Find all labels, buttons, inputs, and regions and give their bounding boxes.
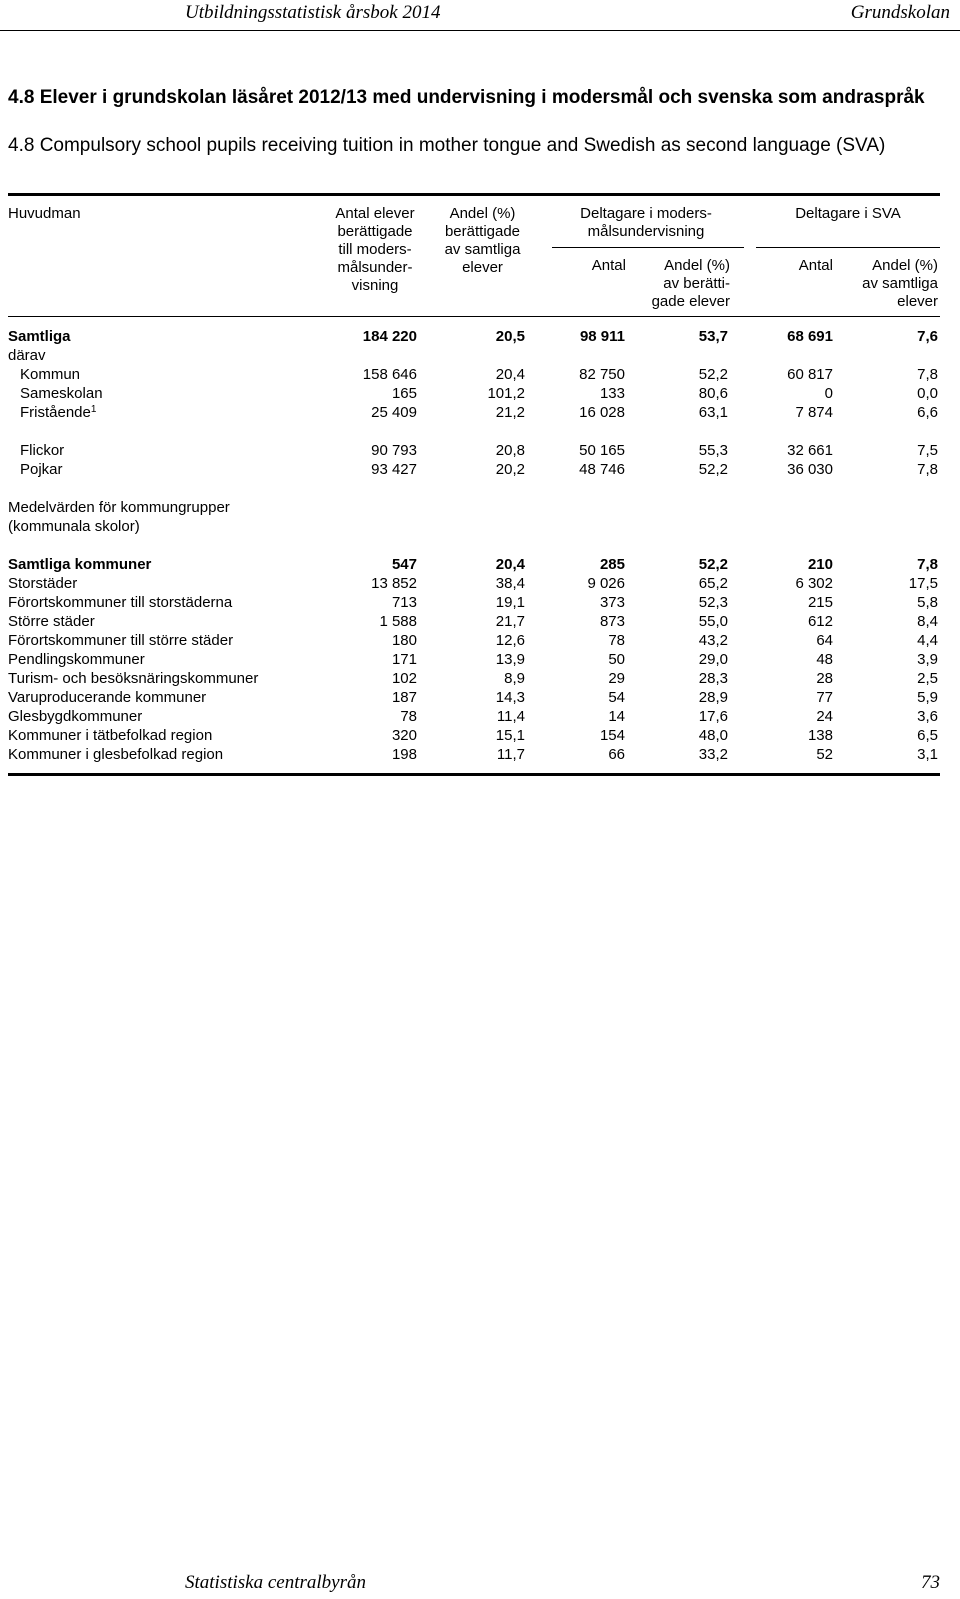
cell-andel-berattigade: 20,8 [495,442,525,459]
row-label: Större städer [8,613,95,630]
cell-andel-berattigade: 8,9 [504,670,525,687]
cell-moders-andel: 52,2 [698,461,728,478]
cell-sva-andel: 0,0 [917,385,938,402]
table-row [8,688,940,707]
cell-sva-andel: 2,5 [917,670,938,687]
cell-sva-antal: 7 874 [795,404,833,421]
cell-moders-andel: 52,3 [698,594,728,611]
header-sva-andel: Andel (%) av samtliga elever [862,257,938,310]
table-row [8,403,940,422]
table-row [8,612,940,631]
cell-moders-andel: 33,2 [698,746,728,763]
cell-andel-berattigade: 15,1 [495,727,525,744]
cell-antal-elever: 165 [391,385,417,402]
cell-moders-antal: 50 165 [579,442,625,459]
cell-moders-antal: 98 911 [579,328,625,345]
cell-andel-berattigade: 20,4 [495,556,525,573]
cell-sva-antal: 612 [807,613,833,630]
cell-sva-antal: 68 691 [787,328,833,345]
chapter-title: Grundskolan [850,2,950,23]
cell-moders-andel: 43,2 [698,632,728,649]
table-title-swedish: 4.8 Elever i grundskolan läsåret 2012/13 med undervisning i modersmål och svenska som andraspråk [8,87,925,108]
row-label: Kommuner i tätbefolkad region [8,727,213,744]
cell-moders-antal: 154 [599,727,625,744]
cell-antal-elever: 184 220 [362,328,417,345]
row-label: Turism- och besöksnäringskommuner [8,670,259,687]
cell-moders-andel: 80,6 [698,385,728,402]
cell-sva-antal: 77 [816,689,833,706]
header-moders-subrule [552,247,744,248]
table-row [8,707,940,726]
cell-antal-elever: 547 [391,556,417,573]
cell-sva-antal: 210 [807,556,833,573]
cell-antal-elever: 25 409 [371,404,417,421]
cell-moders-antal: 82 750 [579,366,625,383]
cell-moders-antal: 285 [599,556,625,573]
cell-moders-andel: 29,0 [698,651,728,668]
row-label: Kommun [20,366,81,383]
cell-antal-elever: 1 588 [379,613,417,630]
header-bottom-rule [8,316,940,317]
cell-sva-andel: 3,9 [917,651,938,668]
cell-moders-andel: 63,1 [698,404,728,421]
cell-antal-elever: 171 [391,651,417,668]
cell-moders-antal: 54 [608,689,625,706]
footnote-marker: 1 [90,404,97,415]
cell-andel-berattigade: 38,4 [495,575,525,592]
table-row [8,327,940,346]
cell-moders-andel: 17,6 [698,708,728,725]
cell-andel-berattigade: 101,2 [487,385,525,402]
table-row [8,745,940,764]
cell-sva-antal: 52 [816,746,833,763]
cell-antal-elever: 13 852 [371,575,417,592]
page-number: 73 [921,1572,940,1593]
cell-moders-antal: 133 [599,385,625,402]
table-top-rule [8,193,940,196]
cell-antal-elever: 198 [391,746,417,763]
row-label: Kommuner i glesbefolkad region [8,746,224,763]
cell-sva-andel: 5,8 [917,594,938,611]
cell-antal-elever: 158 646 [362,366,417,383]
cell-moders-antal: 14 [608,708,625,725]
cell-moders-antal: 373 [599,594,625,611]
cell-sva-antal: 215 [807,594,833,611]
table-row [8,650,940,669]
cell-moders-andel: 55,0 [698,613,728,630]
table-row [8,726,940,745]
cell-sva-antal: 28 [816,670,833,687]
cell-andel-berattigade: 20,5 [495,328,525,345]
cell-sva-antal: 64 [816,632,833,649]
table-bottom-rule [8,773,940,776]
cell-moders-andel: 55,3 [698,442,728,459]
row-label: därav [8,347,46,364]
cell-moders-antal: 50 [608,651,625,668]
cell-sva-andel: 7,6 [917,328,938,345]
cell-sva-andel: 7,8 [917,556,938,573]
cell-moders-andel: 48,0 [698,727,728,744]
cell-antal-elever: 78 [400,708,417,725]
cell-moders-antal: 873 [599,613,625,630]
table-row [8,460,940,479]
row-label: Samtliga kommuner [8,556,152,573]
cell-sva-andel: 4,4 [917,632,938,649]
cell-sva-andel: 17,5 [908,575,938,592]
cell-andel-berattigade: 20,4 [495,366,525,383]
header-moders-antal: Antal [591,257,626,274]
cell-moders-antal: 48 746 [579,461,625,478]
cell-antal-elever: 180 [391,632,417,649]
cell-sva-antal: 6 302 [795,575,833,592]
row-label: Pendlingskommuner [8,651,145,668]
cell-moders-andel: 52,2 [698,366,728,383]
header-huvudman: Huvudman [8,205,81,222]
cell-sva-andel: 7,8 [917,461,938,478]
cell-sva-antal: 138 [807,727,833,744]
cell-antal-elever: 102 [391,670,417,687]
table-row [8,346,940,365]
cell-andel-berattigade: 13,9 [495,651,525,668]
cell-antal-elever: 93 427 [371,461,417,478]
cell-andel-berattigade: 14,3 [495,689,525,706]
cell-sva-andel: 3,1 [917,746,938,763]
cell-moders-antal: 29 [608,670,625,687]
header-antal-elever: Antal elever berättigade till moders- målsunder- visning [335,205,415,294]
row-label: Storstäder [8,575,78,592]
header-sva-subrule [756,247,940,248]
cell-antal-elever: 320 [391,727,417,744]
table-row [8,384,940,403]
cell-sva-antal: 0 [824,385,833,402]
table-row [8,365,940,384]
row-label: Flickor [20,442,65,459]
cell-sva-antal: 60 817 [787,366,833,383]
table-row [8,555,940,574]
cell-andel-berattigade: 11,4 [496,708,525,725]
cell-antal-elever: 187 [391,689,417,706]
cell-moders-antal: 66 [608,746,625,763]
header-sva-antal: Antal [798,257,833,274]
row-label: Varuproducerande kommuner [8,689,207,706]
cell-moders-andel: 28,3 [698,670,728,687]
cell-moders-andel: 28,9 [698,689,728,706]
table-row [8,669,940,688]
cell-sva-antal: 36 030 [787,461,833,478]
cell-sva-andel: 5,9 [917,689,938,706]
header-andel-berattigade: Andel (%) berättigade av samtliga elever [444,205,521,276]
cell-sva-antal: 32 661 [787,442,833,459]
cell-antal-elever: 713 [391,594,417,611]
cell-sva-andel: 8,4 [917,613,938,630]
table-title-english: 4.8 Compulsory school pupils receiving tuition in mother tongue and Swedish as second language (SVA) [8,135,886,156]
running-header [0,0,960,31]
cell-moders-andel: 52,2 [698,556,728,573]
table-row [8,631,940,650]
cell-sva-andel: 3,6 [917,708,938,725]
cell-sva-andel: 6,6 [917,404,938,421]
cell-sva-andel: 7,5 [917,442,938,459]
table-row [8,593,940,612]
cell-moders-antal: 16 028 [579,404,625,421]
row-label: Pojkar [20,461,63,478]
header-moders-andel: Andel (%) av berätti- gade elever [651,257,730,310]
cell-andel-berattigade: 11,7 [496,746,525,763]
cell-antal-elever: 90 793 [371,442,417,459]
cell-sva-andel: 7,8 [917,366,938,383]
cell-andel-berattigade: 20,2 [495,461,525,478]
row-label: Förortskommuner till större städer [8,632,234,649]
row-label: Glesbygdkommuner [8,708,143,725]
cell-andel-berattigade: 21,2 [495,404,525,421]
cell-andel-berattigade: 12,6 [495,632,525,649]
row-label: Förortskommuner till storstäderna [8,594,233,611]
cell-moders-andel: 53,7 [698,328,728,345]
cell-sva-andel: 6,5 [917,727,938,744]
cell-moders-antal: 9 026 [587,575,625,592]
publication-title: Utbildningsstatistisk årsbok 2014 [185,2,441,23]
header-deltagare-moders: Deltagare i moders- målsundervisning [580,205,712,240]
row-label: Fristående$^1$ [20,404,97,421]
cell-sva-antal: 24 [816,708,833,725]
cell-moders-antal: 78 [608,632,625,649]
table-row [8,574,940,593]
header-deltagare-sva: Deltagare i SVA [795,205,901,222]
row-label: Samtliga [8,328,71,345]
table-row [8,441,940,460]
cell-sva-antal: 48 [816,651,833,668]
cell-andel-berattigade: 21,7 [495,613,525,630]
row-label: Sameskolan [20,385,103,402]
section-label: Medelvärden för kommungrupper (kommunala skolor) [8,499,230,535]
cell-moders-andel: 65,2 [698,575,728,592]
publisher-name: Statistiska centralbyrån [185,1572,367,1593]
cell-andel-berattigade: 19,1 [495,594,525,611]
